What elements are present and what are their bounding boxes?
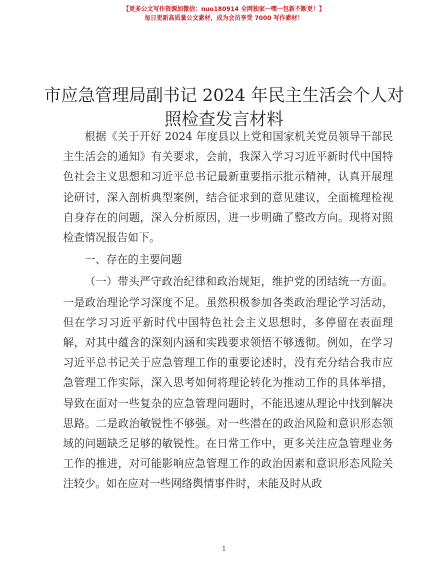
intro-paragraph: 根据《关于开好 2024 年度县以上党和国家机关党员领导干部民主生活会的通知》有关要求，会前，我深入学习习近平新时代中国特色社会主义思想和习近平总书记最新重要指示批示精神，认真开展理论研讨，深入剖析典型案例，结合征求到的意见建议，全面梳理检视自身存在的问题，深入分析原因，进一步明确了整改方向。现将对照检查情况报告如下。	[63, 130, 393, 245]
document-body	[63, 127, 393, 495]
page-number: 1	[221, 545, 227, 553]
document-title	[40, 84, 408, 132]
promo-banner-line2: 每日更新高质量公文素材，成为会员享受 7000 写作素材！	[144, 15, 304, 22]
title-line-1: 市应急管理局副书记 2024 年民主生活会个人对	[43, 86, 405, 106]
title-line-2: 照检查发言材料	[164, 110, 284, 130]
subsection-paragraph: （一）带头严守政治纪律和政治规矩，维护党的团结统一方面。一是政治理论学习深度不足。虽然积极参加各类政治理论学习活动，但在学习习近平新时代中国特色社会主义思想时，多停留在表面理解，对其中蕴含的深刻内涵和实践要求领悟不够透彻。例如，在学习习近平总书记关于应急管理工作的重要论述时，没有充分结合我市应急管理工作实际，深入思考如何将理论转化为推动工作的具体举措，导致在面对一些复杂的应急管理问题时，不能迅速从理论中找到解决思路。二是政治敏锐性不够强。对一些潜在的政治风险和意识形态领域的问题缺乏足够的敏锐性。在日常工作中，更多关注应急管理业务工作的推进，对可能影响应急管理工作的政治因素和意识形态风险关注较少。如在应对一些网络舆情事件时，未能及时从政	[63, 275, 393, 491]
section-heading: 一、存在的主要问题	[84, 253, 182, 267]
promo-banner-line1: 【更多公文写作资源加微信：nuo180914 全网独家一嘿一包新不断更！】	[123, 6, 325, 13]
